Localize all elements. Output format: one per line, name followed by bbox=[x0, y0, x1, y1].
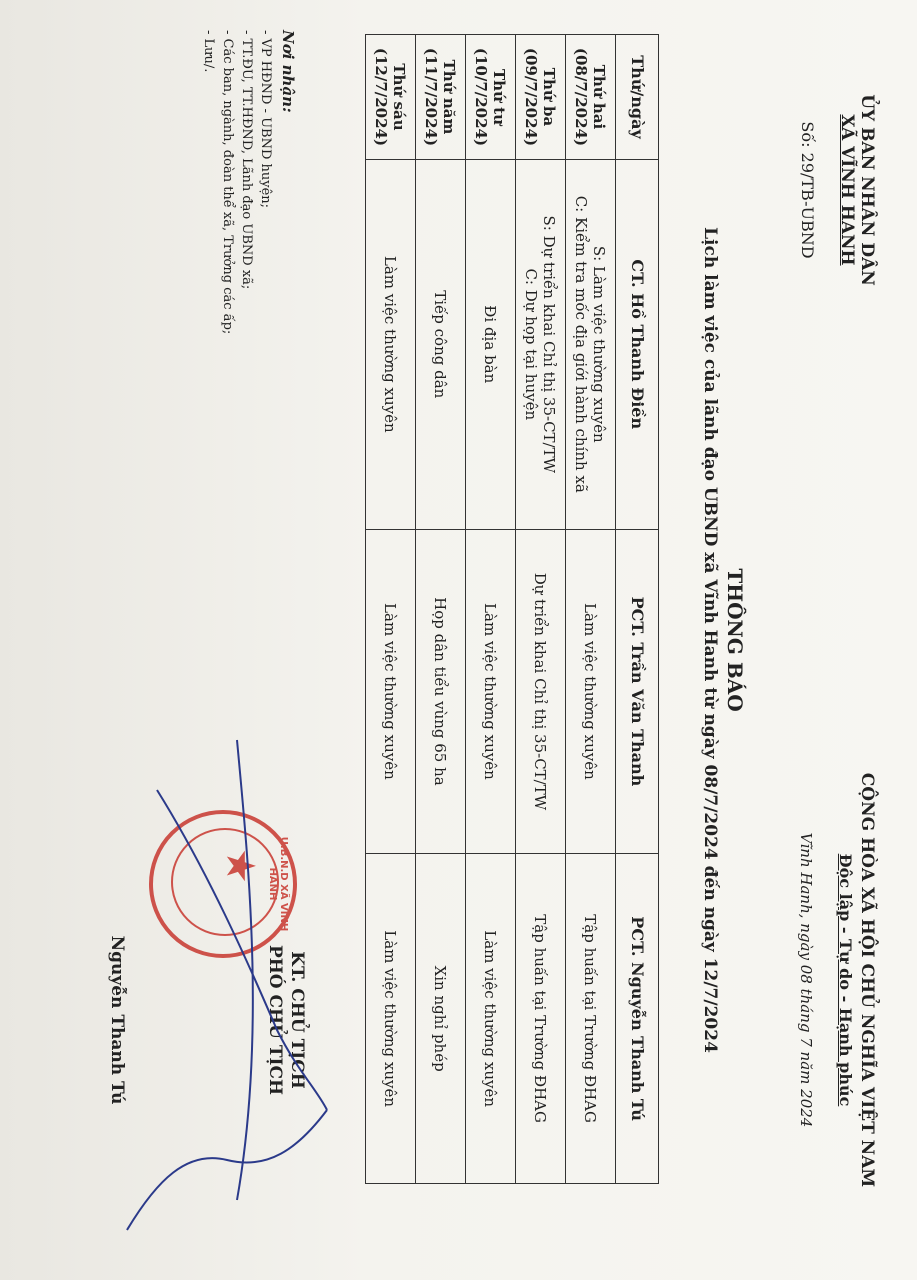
chairman-morning: S: Dự triển khai Chỉ thị 35-CT/TW bbox=[540, 215, 559, 474]
chairman-cell bbox=[366, 159, 416, 529]
day-name: Thứ hai bbox=[590, 64, 609, 130]
nation-motto: Độc lập - Tự do - Hạnh phúc bbox=[836, 853, 855, 1107]
place-date: Vĩnh Hanh, ngày 08 tháng 7 năm 2024 bbox=[797, 832, 815, 1128]
day-cell bbox=[516, 35, 566, 160]
signature-title: KT. CHỦ TỊCH bbox=[287, 951, 307, 1089]
chairman-cell bbox=[416, 159, 466, 529]
table-header-row bbox=[616, 35, 659, 1184]
chairman-cell bbox=[466, 159, 516, 529]
stamp-text: U.B.N.D XÃ VĨNH HANH bbox=[267, 836, 289, 932]
notice-title: THÔNG BÁO bbox=[723, 568, 747, 712]
vice2-cell: Tập huấn tại Trường ĐHAG bbox=[516, 854, 566, 1184]
nation-title: CỘNG HÒA XÃ HỘI CHỦ NGHĨA VIỆT NAM bbox=[857, 772, 877, 1188]
notice-subtitle: Lịch làm việc của lãnh đạo UBND xã Vĩnh Hanh từ ngày 08/7/2024 đến ngày 12/7/2024 bbox=[700, 227, 720, 1053]
vice1-cell: Làm việc thường xuyên bbox=[366, 529, 416, 854]
table-row bbox=[366, 35, 416, 1184]
chairman-afternoon: C: Dự họp tại huyện bbox=[522, 268, 541, 421]
table-row bbox=[516, 35, 566, 1184]
table-row bbox=[566, 35, 616, 1184]
header-vice-chairman-1: PCT. Trần Văn Thanh bbox=[616, 529, 659, 854]
header-chairman: CT. Hồ Thanh Điền bbox=[616, 159, 659, 529]
org-name-line1: ỦY BAN NHÂN DÂN bbox=[857, 94, 877, 286]
day-cell bbox=[366, 35, 416, 160]
day-name: Thứ năm bbox=[440, 59, 459, 135]
recipient-item: - TT.ĐU, TT.HĐND, Lãnh đạo UBND xã; bbox=[239, 30, 254, 290]
day-date: (08/7/2024) bbox=[572, 47, 591, 147]
doc-number: Số: 29/TB-UBND bbox=[798, 121, 817, 259]
recipient-item: - VP HĐND - UBND huyện; bbox=[258, 30, 273, 209]
day-date: (11/7/2024) bbox=[422, 47, 441, 147]
table-row bbox=[466, 35, 516, 1184]
recipients-heading: Nơi nhận: bbox=[279, 30, 297, 113]
signature-role: PHÓ CHỦ TỊCH bbox=[265, 944, 285, 1096]
chairman-morning: Đi địa bàn bbox=[481, 305, 500, 384]
schedule-table bbox=[365, 34, 659, 1184]
chairman-morning: Làm việc thường xuyên bbox=[381, 255, 400, 433]
chairman-cell bbox=[566, 159, 616, 529]
chairman-morning: S: Làm việc thường xuyên bbox=[590, 245, 609, 443]
day-date: (10/7/2024) bbox=[472, 47, 491, 147]
vice2-cell: Làm việc thường xuyên bbox=[466, 854, 516, 1184]
day-date: (12/7/2024) bbox=[372, 47, 391, 147]
vice2-cell: Làm việc thường xuyên bbox=[366, 854, 416, 1184]
day-cell bbox=[416, 35, 466, 160]
day-name: Thứ tư bbox=[490, 68, 509, 125]
table-row bbox=[416, 35, 466, 1184]
vice1-cell: Họp dân tiểu vùng 65 ha bbox=[416, 529, 466, 854]
vice1-cell: Làm việc thường xuyên bbox=[566, 529, 616, 854]
recipient-item: - Lưu/. bbox=[201, 30, 216, 73]
chairman-morning: Tiếp công dân bbox=[431, 290, 450, 399]
vice2-cell: Tập huấn tại Trường ĐHAG bbox=[566, 854, 616, 1184]
signer-name: Nguyễn Thanh Tú bbox=[107, 935, 127, 1105]
star-icon: ★ bbox=[217, 848, 263, 884]
recipients-list bbox=[199, 30, 275, 334]
day-name: Thứ sáu bbox=[390, 63, 409, 131]
vice1-cell: Làm việc thường xuyên bbox=[466, 529, 516, 854]
day-cell bbox=[566, 35, 616, 160]
day-date: (09/7/2024) bbox=[522, 47, 541, 147]
org-name-line2: XÃ VĨNH HANH bbox=[837, 114, 857, 266]
header-vice-chairman-2: PCT. Nguyễn Thanh Tú bbox=[616, 854, 659, 1184]
header-day: Thứ/ngày bbox=[616, 35, 659, 160]
vice2-cell: Xin nghỉ phép bbox=[416, 854, 466, 1184]
day-name: Thứ ba bbox=[540, 67, 559, 127]
chairman-afternoon: C: Kiểm tra mốc địa giới hành chính xã bbox=[572, 195, 591, 493]
handwritten-signature bbox=[97, 730, 357, 1250]
recipient-item: - Các ban, ngành, đoàn thể xã, Trưởng các ấp; bbox=[220, 30, 235, 335]
day-cell bbox=[466, 35, 516, 160]
chairman-cell bbox=[516, 159, 566, 529]
vice1-cell: Dự triển khai Chỉ thị 35-CT/TW bbox=[516, 529, 566, 854]
